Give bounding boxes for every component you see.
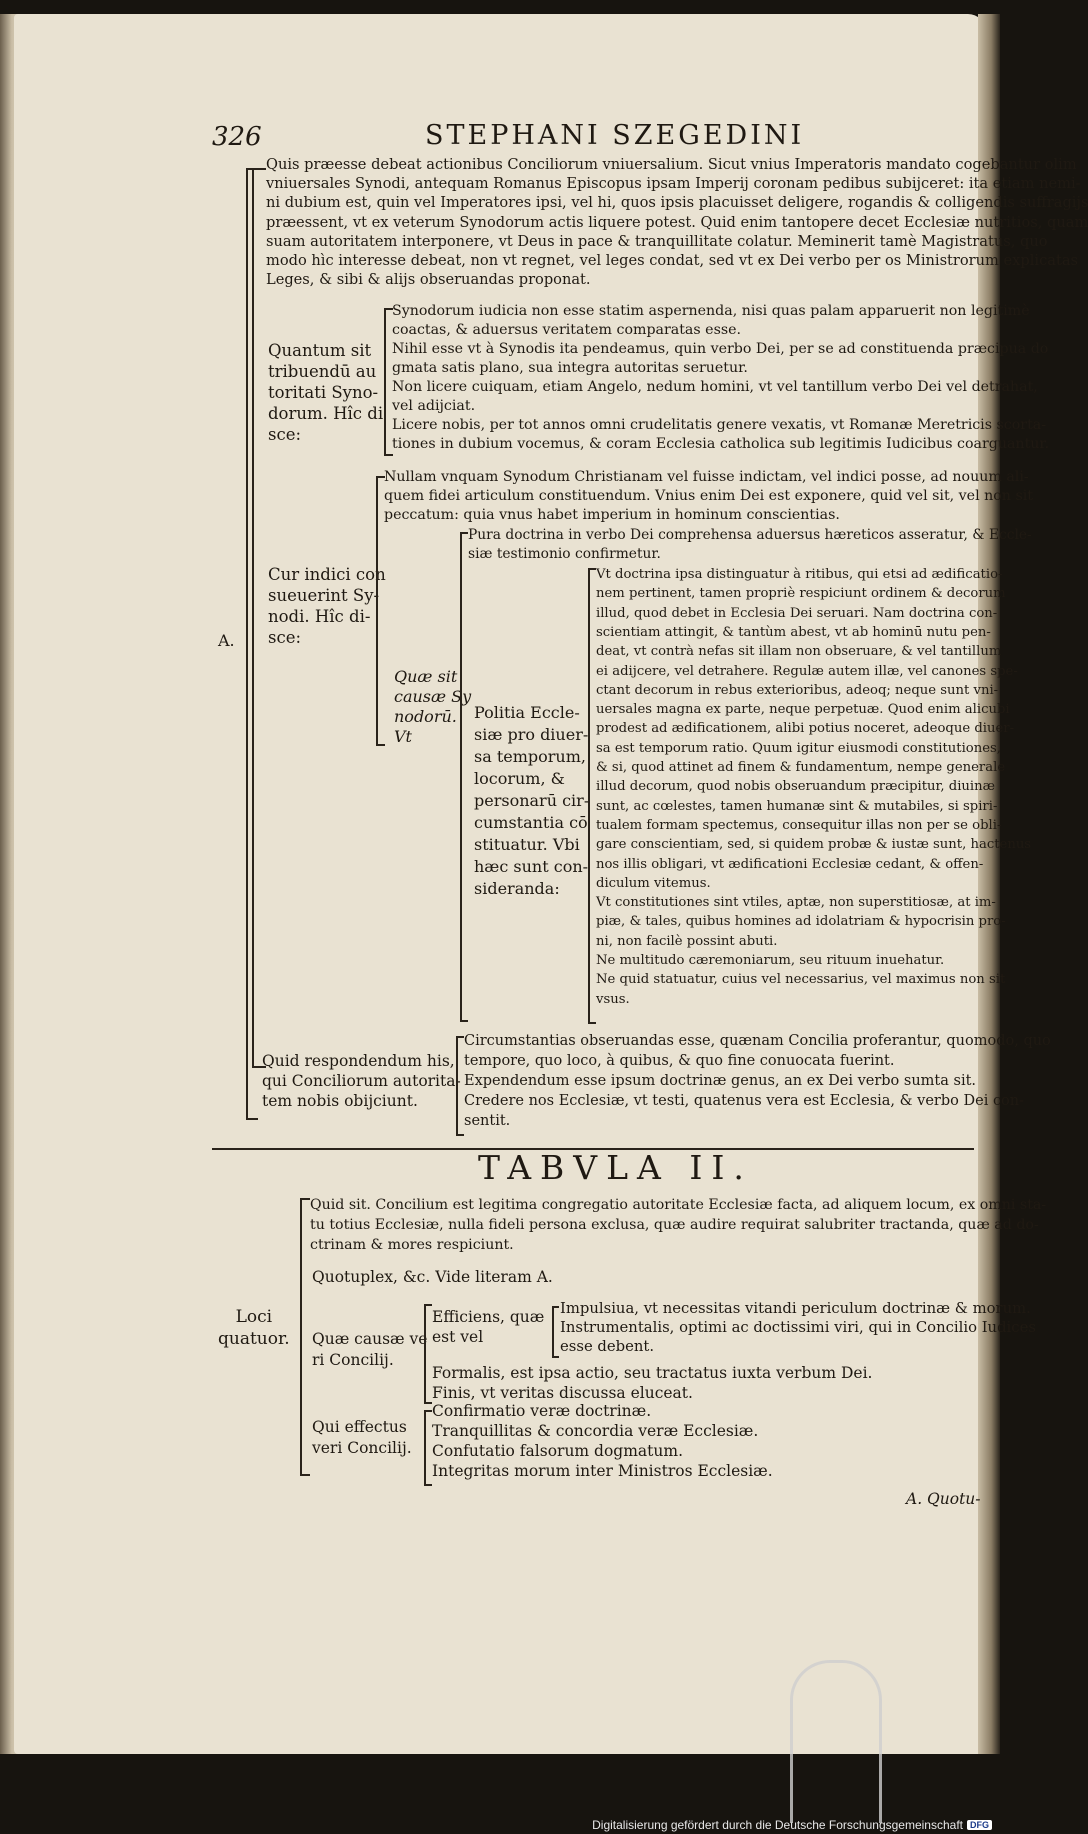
quantum-label-line: sce: xyxy=(268,425,302,444)
cur-line: quem fidei articulum constituendum. Vnius enim Dei est exponere, quid vel sit, vel non sit xyxy=(384,488,1033,504)
politia-line: Ne multitudo cæremoniarum, seu rituum inuehatur. xyxy=(596,953,945,968)
efficiens-line: esse debent. xyxy=(560,1338,655,1355)
effectus-line: Integritas morum inter Ministros Ecclesiæ. xyxy=(432,1462,773,1480)
quantum-brace xyxy=(384,308,386,456)
politia-line: illud decorum, quod nobis obseruandum præcipitur, diuinæ xyxy=(596,779,996,795)
quis-line: Leges, & sibi & alijs obseruandas proponat. xyxy=(266,271,591,289)
root-bracket xyxy=(246,168,248,1120)
quantum-line: gmata satis plano, sua integra autoritas seruetur. xyxy=(392,360,748,376)
quantum-line: Synodorum iudicia non esse statim aspernenda, nisi quas palam apparuerit non legitimè xyxy=(392,303,1030,319)
dfg-logo: DFG xyxy=(967,1820,992,1830)
quis-line: præessent, vt ex veterum Synodorum actis liquere potest. Quid enim tantopere decet Ecclesiæ nutritios, quam xyxy=(266,213,1088,231)
causae-line: Finis, vt veritas discussa eluceat. xyxy=(432,1384,693,1402)
politia-line: Vt doctrina ipsa distinguatur à ritibus, qui etsi ad ædificatio- xyxy=(596,567,1003,582)
quid-label-line: tem nobis obijciunt. xyxy=(262,1092,418,1110)
quantum-line: Non licere cuiquam, etiam Angelo, nedum homini, vt vel tantillum verbo Dei vel detrahat, xyxy=(392,379,1038,395)
politia-brace xyxy=(588,568,590,1024)
effectus-line: Confirmatio veræ doctrinæ. xyxy=(432,1402,652,1420)
quid-line: sentit. xyxy=(464,1113,511,1129)
efficiens-line: Impulsiua, vt necessitas vitandi periculum doctrinæ & morum. xyxy=(560,1300,1031,1317)
credit-text: Digitalisierung gefördert durch die Deutsche Forschungsgemeinschaft xyxy=(592,1818,963,1832)
quantum-line: tiones in dubium vocemus, & coram Ecclesia catholica sub legitimis Iudicibus coarguantur. xyxy=(392,436,1050,452)
loci-label-line: quatuor. xyxy=(218,1329,290,1349)
causae-brace-hook xyxy=(424,1402,432,1404)
quantum-line: Nihil esse vt à Synodis ita pendeamus, quin verbo Dei, per se ad constituenda præcipua do xyxy=(392,341,1049,357)
politia-label-line: stituatur. Vbi xyxy=(474,835,580,854)
quantum-line: Licere nobis, per tot annos omni crudelitatis genere vexatis, vt Romanæ Meretricis scorta- xyxy=(392,417,1047,433)
politia-line: tualem formam spectemus, consequitur illas non per se obli- xyxy=(596,817,1002,833)
quantum-label-line: tribuendū au xyxy=(268,362,377,381)
quae-brace-hook xyxy=(460,532,468,534)
politia-line: Ne quid statuatur, cuius vel necessarius, vel maximus non sit xyxy=(596,972,1006,988)
quid-line: Circumstantias obseruandas esse, quænam Concilia proferantur, quomodo, quo xyxy=(464,1033,1051,1049)
efficiens-brace-hook xyxy=(552,1356,559,1358)
politia-label-line: personarū cir- xyxy=(474,791,590,810)
politia-line: uersales magna ex parte, neque perpetuæ. Quod enim alicubi xyxy=(596,702,1010,718)
main-brace-hook xyxy=(252,168,266,170)
quantum-brace-hook xyxy=(384,454,393,456)
cur-label-line: sce: xyxy=(268,628,302,647)
loci-label-line: Loci xyxy=(235,1307,273,1327)
pura-line: Pura doctrina in verbo Dei comprehensa aduersus hæreticos asseratur, & Eccle- xyxy=(468,527,1032,543)
digitization-credit xyxy=(592,1818,992,1832)
politia-brace-hook xyxy=(588,1022,596,1024)
quantum-label-line: Quantum sit xyxy=(268,341,372,360)
effectus-brace-hook xyxy=(424,1484,432,1486)
quid-line: tempore, quo loco, à quibus, & quo fine conuocata fuerint. xyxy=(464,1053,895,1069)
politia-line: scientiam attingit, & tantùm abest, vt ab hominū nutu pen- xyxy=(596,624,991,640)
efficiens-label-line: est vel xyxy=(432,1328,484,1346)
cur-brace-hook xyxy=(376,744,385,746)
quae-brace-hook xyxy=(460,1020,468,1022)
quid-sit-line: Quid sit. Concilium est legitima congregatio autoritate Ecclesiæ facta, ad aliquem locum, ex omni sta- xyxy=(310,1197,1047,1213)
politia-line: diculum vitemus. xyxy=(596,875,711,891)
politia-line: Vt constitutiones sint vtiles, aptæ, non superstitiosæ, at im- xyxy=(596,895,996,911)
main-brace xyxy=(252,168,254,1068)
politia-line: deat, vt contrà nefas sit illam non obseruare, & vel tantillum xyxy=(596,644,1002,660)
quid-brace-hook xyxy=(456,1036,464,1038)
causae-label-line: Quæ causæ ve xyxy=(312,1330,428,1348)
politia-label-line: sideranda: xyxy=(474,879,560,898)
quantum-label-line: toritati Syno- xyxy=(268,383,379,402)
causae-brace xyxy=(424,1304,426,1404)
politia-line: nos illis obligari, vt ædificationi Ecclesiæ cedant, & offen- xyxy=(596,856,984,872)
cur-line: Nullam vnquam Synodum Christianam vel fuisse indictam, vel indici posse, ad nouum ali- xyxy=(384,469,1029,485)
effectus-line: Tranquillitas & concordia veræ Ecclesiæ. xyxy=(432,1422,759,1440)
quae-label-line: Quæ sit xyxy=(394,667,458,686)
page-clip xyxy=(790,1660,882,1823)
politia-label-line: Politia Eccle- xyxy=(474,703,580,722)
quis-line: suam autoritatem interponere, vt Deus in pace & tranquillitate colatur. Meminerit tamè Magistratus, quo xyxy=(266,232,1048,250)
tabula-ii-title: TABVLA II. xyxy=(478,1148,753,1187)
quid-line: Expendendum esse ipsum doctrinæ genus, an ex Dei verbo sumta sit. xyxy=(464,1073,977,1089)
causae-line: Formalis, est ipsa actio, seu tractatus iuxta verbum Dei. xyxy=(432,1364,873,1382)
politia-line: ni, non facilè possint abuti. xyxy=(596,933,778,949)
effectus-label-line: veri Concilij. xyxy=(312,1439,412,1457)
politia-line: sa est temporum ratio. Quum igitur eiusmodi constitutiones, xyxy=(596,740,1001,756)
quae-brace xyxy=(460,532,462,1022)
causae-label-line: ri Concilij. xyxy=(312,1351,394,1369)
effectus-label-line: Qui effectus xyxy=(312,1418,407,1436)
quotuplex-line: Quotuplex, &c. Vide literam A. xyxy=(312,1268,553,1286)
effectus-brace xyxy=(424,1410,426,1486)
cur-brace xyxy=(376,476,378,746)
quae-label-line: Vt xyxy=(394,727,412,746)
causae-brace-hook xyxy=(424,1304,432,1306)
effectus-brace-hook xyxy=(424,1410,432,1412)
quid-sit-line: ctrinam & mores respiciunt. xyxy=(310,1237,514,1253)
loci-label xyxy=(218,1306,290,1350)
efficiens-brace xyxy=(552,1306,554,1358)
catchword: A. Quotu- xyxy=(906,1490,981,1508)
quis-line: modo hìc interesse debeat, non vt regnet, vel leges condat, sed vt ex Dei verbo per os Ministrorum explicatas xyxy=(266,252,1079,269)
quid-label-line: qui Conciliorum autorita- xyxy=(262,1072,461,1090)
quid-label-line: Quid respondendum his, xyxy=(262,1052,455,1070)
cur-line: peccatum: quia vnus habet imperium in hominum conscientias. xyxy=(384,507,840,523)
effectus-line: Confutatio falsorum dogmatum. xyxy=(432,1442,683,1460)
pura-line: siæ testimonio confirmetur. xyxy=(468,546,661,562)
root-marker: A. xyxy=(218,631,235,650)
quid-brace-hook xyxy=(456,1134,464,1136)
quid-sit-line: tu totius Ecclesiæ, nulla fideli persona exclusa, quæ audire requirat salubriter tractanda, quæ ad do- xyxy=(310,1217,1039,1233)
quae-label-line: nodorū. xyxy=(394,707,457,726)
running-title: STEPHANI SZEGEDINI xyxy=(425,120,805,151)
root-bracket-hook xyxy=(246,1118,258,1120)
cur-label-line: nodi. Hîc di- xyxy=(268,607,371,626)
politia-label-line: locorum, & xyxy=(474,769,565,788)
politia-brace-hook xyxy=(588,568,596,570)
politia-label-line: sa temporum, xyxy=(474,747,586,766)
efficiens-brace-hook xyxy=(552,1306,559,1308)
quis-line: Quis præesse debeat actionibus Conciliorum vniuersalium. Sicut vnius Imperatoris mandato cogebantur olim xyxy=(266,156,1077,173)
page-number: 326 xyxy=(212,122,262,152)
politia-label-line: cumstantia cō xyxy=(474,813,588,832)
quis-line: ni dubium est, quin vel Imperatores ipsi, vel hi, quos ipsis placuisset deligere, rogandis & colligendis suffragijs xyxy=(266,194,1088,212)
loci-brace xyxy=(300,1198,302,1476)
politia-line: nem pertinent, tamen propriè respiciunt ordinem & decorum xyxy=(596,586,1006,602)
loci-brace-hook xyxy=(300,1474,310,1476)
politia-line: & si, quod attinet ad finem & fundamentum, nempe generale xyxy=(596,760,1006,775)
politia-line: sunt, ac cœlestes, tamen humanæ sint & mutabiles, si spiri- xyxy=(596,798,998,814)
loci-brace-hook xyxy=(300,1198,310,1200)
page-edge xyxy=(978,14,1000,1754)
politia-line: illud, quod debet in Ecclesia Dei seruari. Nam doctrina con- xyxy=(596,605,998,621)
quantum-line: coactas, & aduersus veritatem comparatas esse. xyxy=(392,322,742,338)
cur-label-line: Cur indici con xyxy=(268,565,386,584)
quid-line: Credere nos Ecclesiæ, vt testi, quatenus vera est Ecclesia, & verbo Dei con- xyxy=(464,1093,1025,1109)
quis-line: vniuersales Synodi, antequam Romanus Episcopus ipsam Imperij coronam pedibus subijceret: ita etiam nemi- xyxy=(266,175,1081,193)
politia-line: prodest ad ædificationem, alibi potius noceret, adeoque diuer- xyxy=(596,721,1015,737)
quae-label-line: causæ Sy xyxy=(394,687,472,706)
quid-brace xyxy=(456,1036,458,1136)
politia-line: ei adijcere, vel detrahere. Regulæ autem illæ, vel canones spe- xyxy=(596,663,1018,679)
politia-label-line: siæ pro diuer- xyxy=(474,725,589,744)
politia-label-line: hæc sunt con- xyxy=(474,857,589,876)
politia-line: piæ, & tales, quibus homines ad idolatriam & hypocrisin pro- xyxy=(596,914,1006,930)
politia-line: gare conscientiam, sed, si quidem probæ & iustæ sunt, hactenus xyxy=(596,837,1032,853)
quantum-line: vel adijciat. xyxy=(392,398,476,414)
politia-line: vsus. xyxy=(596,991,630,1007)
efficiens-line: Instrumentalis, optimi ac doctissimi viri, qui in Concilio Iudices xyxy=(560,1319,1036,1336)
politia-line: ctant decorum in rebus exterioribus, adeoq; neque sunt vni- xyxy=(596,682,999,698)
cur-label-line: sueuerint Sy- xyxy=(268,586,380,605)
quantum-label-line: dorum. Hîc di xyxy=(268,404,384,423)
efficiens-label-line: Efficiens, quæ xyxy=(432,1308,545,1326)
